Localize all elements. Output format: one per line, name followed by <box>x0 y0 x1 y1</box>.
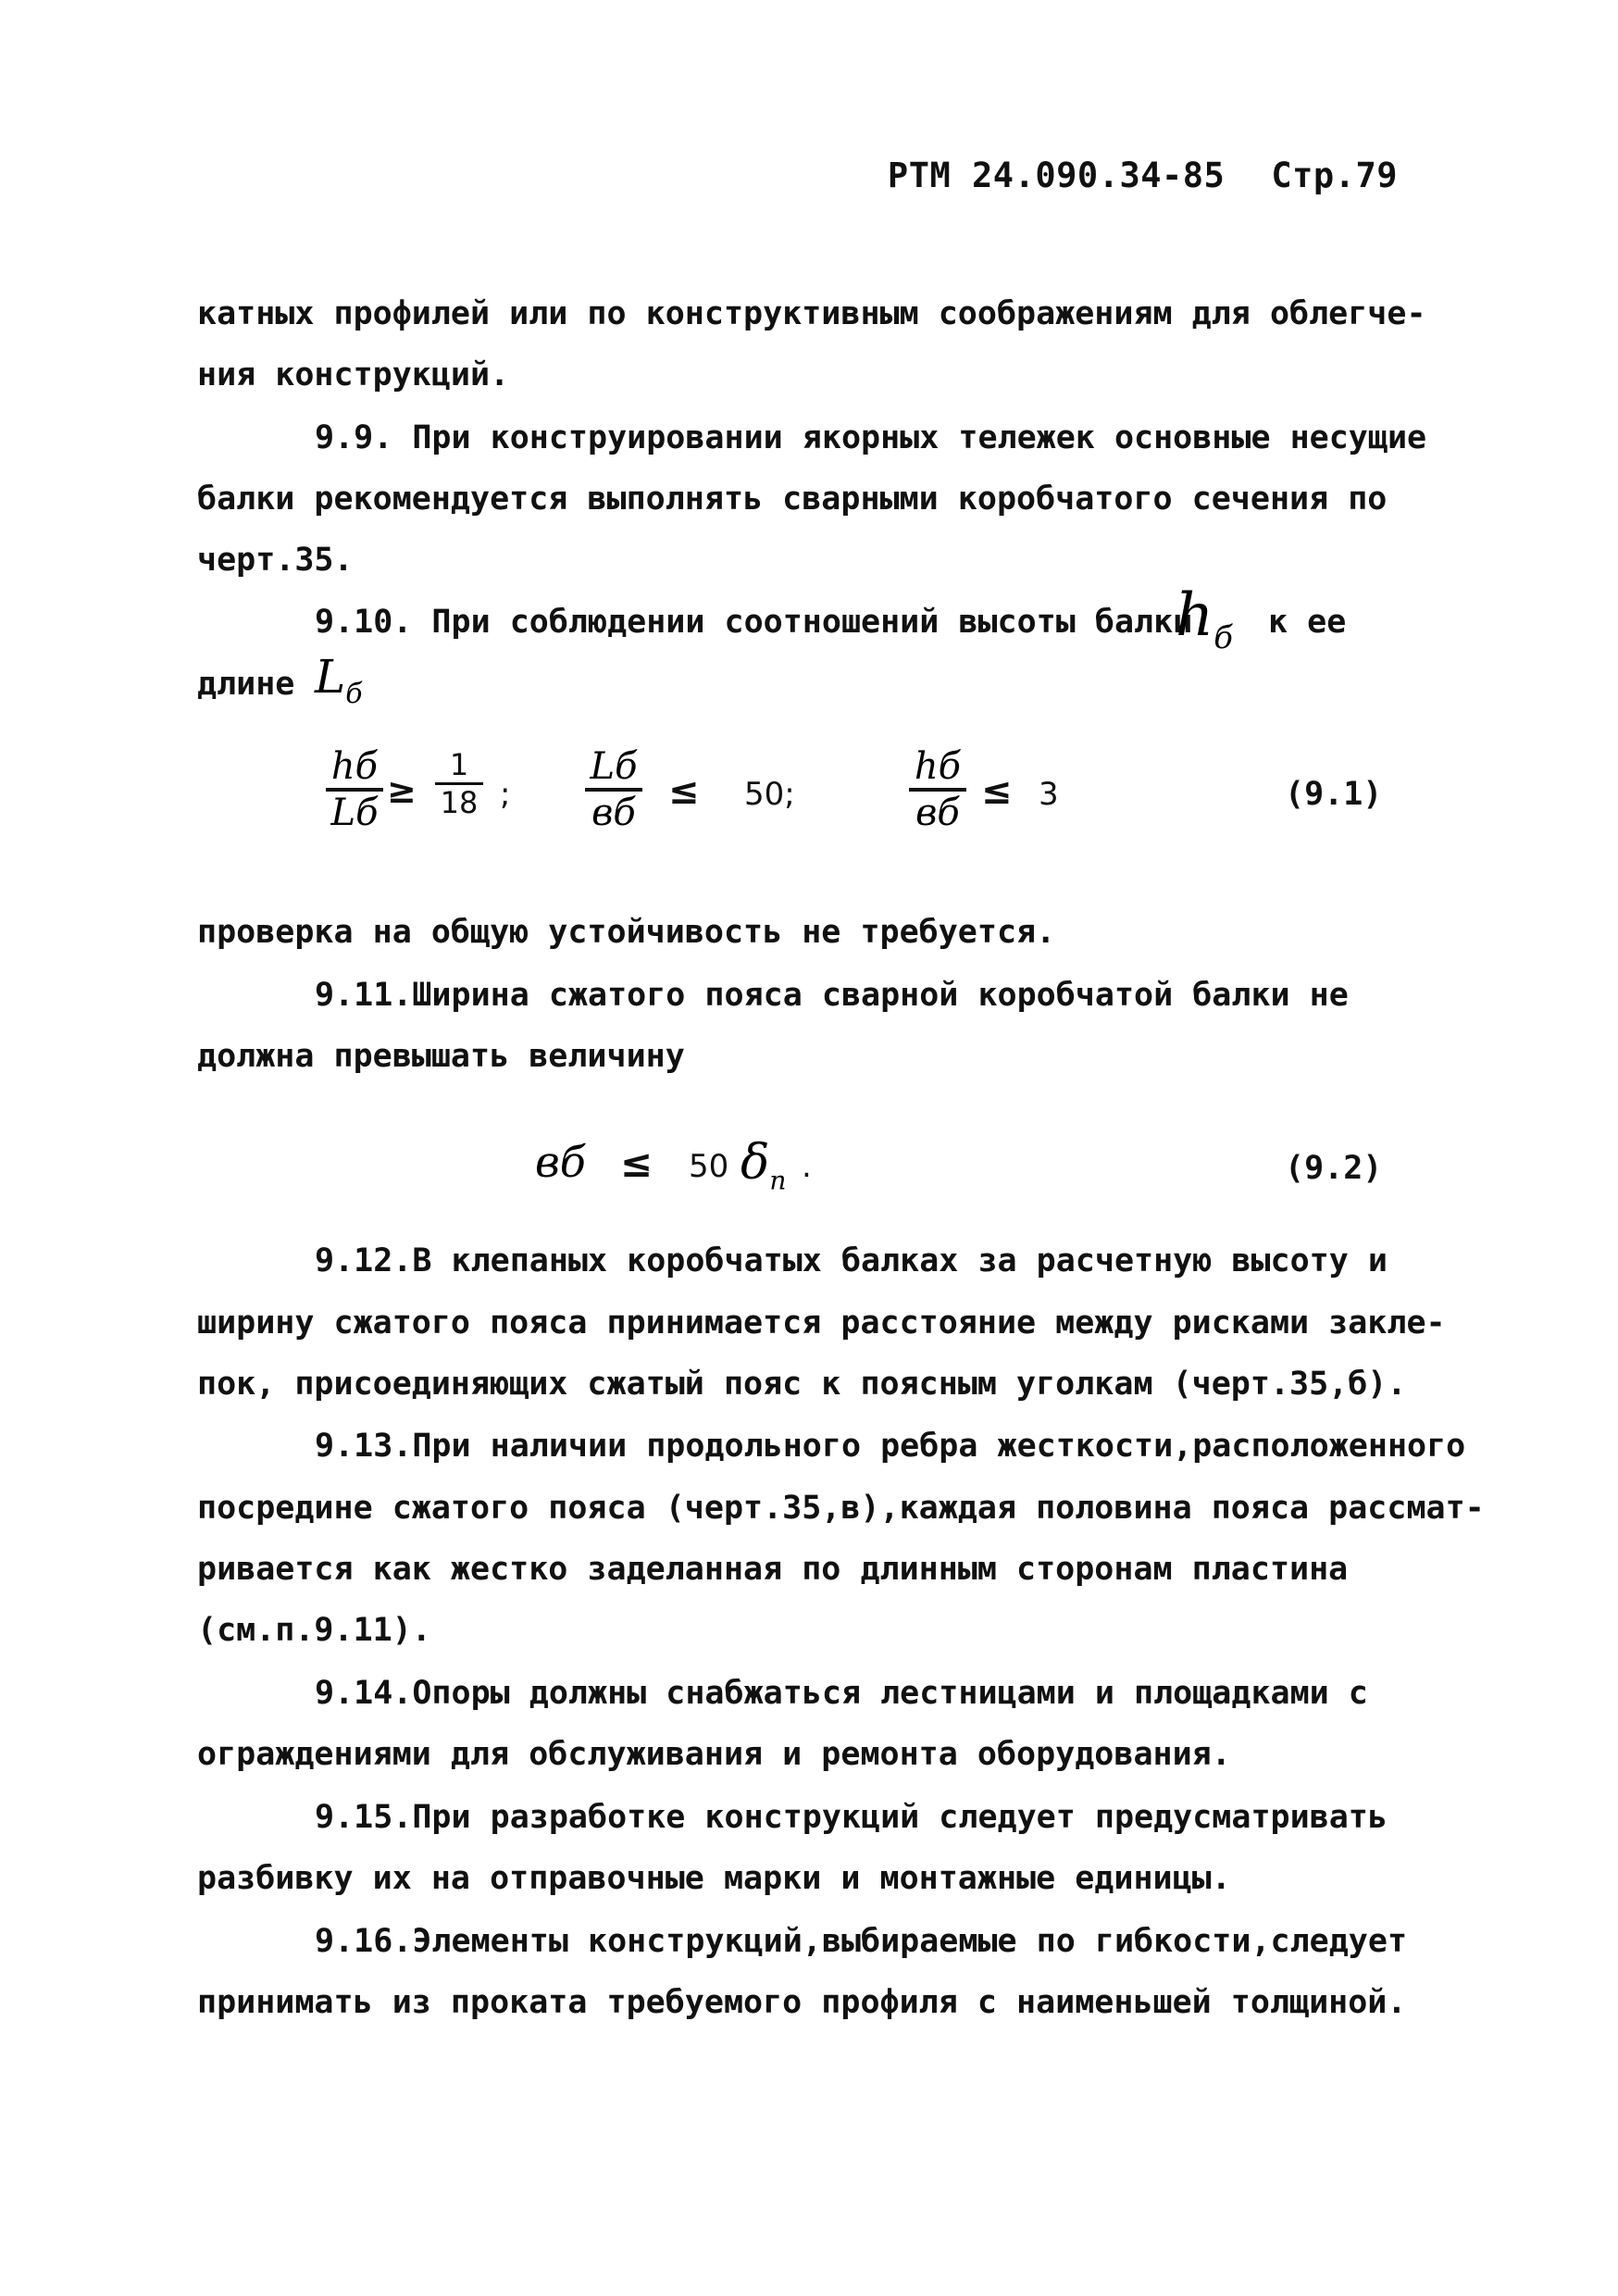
paragraph-9-10-tail: к ее <box>1268 604 1347 641</box>
symbol-delta-flange: $\delta_п$ <box>741 1135 787 1196</box>
text-line: катных профилей или по конструктивным соображениям для облегче- <box>197 295 1426 332</box>
coefficient: 50 <box>689 1148 729 1185</box>
paragraph-9-16-line: принимать из проката требуемого профиля с наименьшей толщиной. <box>197 1984 1407 2021</box>
paragraph-9-12-line: ширину сжатого пояса принимается расстояние между рисками закле- <box>197 1304 1446 1341</box>
symbol-b-beam: вб <box>535 1137 586 1187</box>
paragraph-9-16-line: 9.16.Элементы конструкций,выбираемые по гибкости,следует <box>315 1923 1408 1960</box>
relation-le: ≤ <box>668 770 700 813</box>
separator: ; <box>500 776 511 813</box>
fraction-h-over-b: hб вб <box>909 748 966 831</box>
relation-le: ≤ <box>620 1141 653 1186</box>
paragraph-9-13-line: 9.13.При наличии продольного ребра жесткости,расположенного <box>315 1428 1466 1465</box>
text-line: проверка на общую устойчивость не требуется. <box>197 914 1056 951</box>
period: . <box>802 1148 812 1185</box>
paragraph-9-13-line: ривается как жестко заделанная по длинным сторонам пластина <box>197 1551 1349 1588</box>
paragraph-9-9-line: черт.35. <box>197 542 354 579</box>
fraction-1-over-18: 1 18 <box>435 750 483 817</box>
text-line: ния конструкций. <box>197 356 510 393</box>
paragraph-9-14-line: 9.14.Опоры должны снабжаться лестницами и площадками с <box>315 1675 1368 1712</box>
paragraph-9-14-line: ограждениями для обслуживания и ремонта оборудования. <box>197 1736 1231 1773</box>
paragraph-9-10-line: длине <box>197 666 295 703</box>
page-header <box>888 156 1398 195</box>
symbol-h-beam: $h_б$ <box>1176 581 1233 656</box>
paragraph-9-11-line: 9.11.Ширина сжатого пояса сварной коробчатой балки не <box>315 977 1349 1014</box>
value-3: 3 <box>1039 776 1059 813</box>
symbol-l-beam: $L_б$ <box>315 650 363 710</box>
page-number: Стр.79 <box>1271 156 1398 195</box>
value-50: 50; <box>744 776 795 813</box>
paragraph-9-13-line: посредине сжатого пояса (черт.35,в),каждая половина пояса рассмат- <box>197 1490 1485 1527</box>
paragraph-9-12-line: 9.12.В клепаных коробчатых балках за расчетную высоту и <box>315 1242 1388 1279</box>
document-code: РТМ 24.090.34-85 <box>887 156 1226 195</box>
paragraph-9-15-line: разбивку их на отправочные марки и монтажные единицы. <box>197 1860 1231 1897</box>
paragraph-9-9-line: балки рекомендуется выполнять сварными коробчатого сечения по <box>197 480 1388 518</box>
relation-le: ≤ <box>981 770 1013 813</box>
paragraph-9-13-line: (см.п.9.11). <box>197 1612 431 1649</box>
fraction-h-over-l: hб Lб <box>326 748 383 831</box>
paragraph-9-9-line: 9.9. При конструировании якорных тележек основные несущие <box>315 419 1427 456</box>
relation-ge: ≥ <box>387 770 417 811</box>
paragraph-9-12-line: пок, присоединяющих сжатый пояс к поясным уголкам (черт.35,б). <box>197 1366 1407 1403</box>
paragraph-9-11-line: должна превышать величину <box>197 1038 685 1075</box>
fraction-l-over-b: Lб вб <box>585 748 642 831</box>
equation-number: (9.2) <box>1285 1150 1383 1187</box>
paragraph-9-10-line: 9.10. При соблюдении соотношений высоты балки <box>315 604 1193 641</box>
paragraph-9-15-line: 9.15.При разработке конструкций следует предусматривать <box>315 1799 1388 1836</box>
equation-number: (9.1) <box>1285 776 1383 813</box>
